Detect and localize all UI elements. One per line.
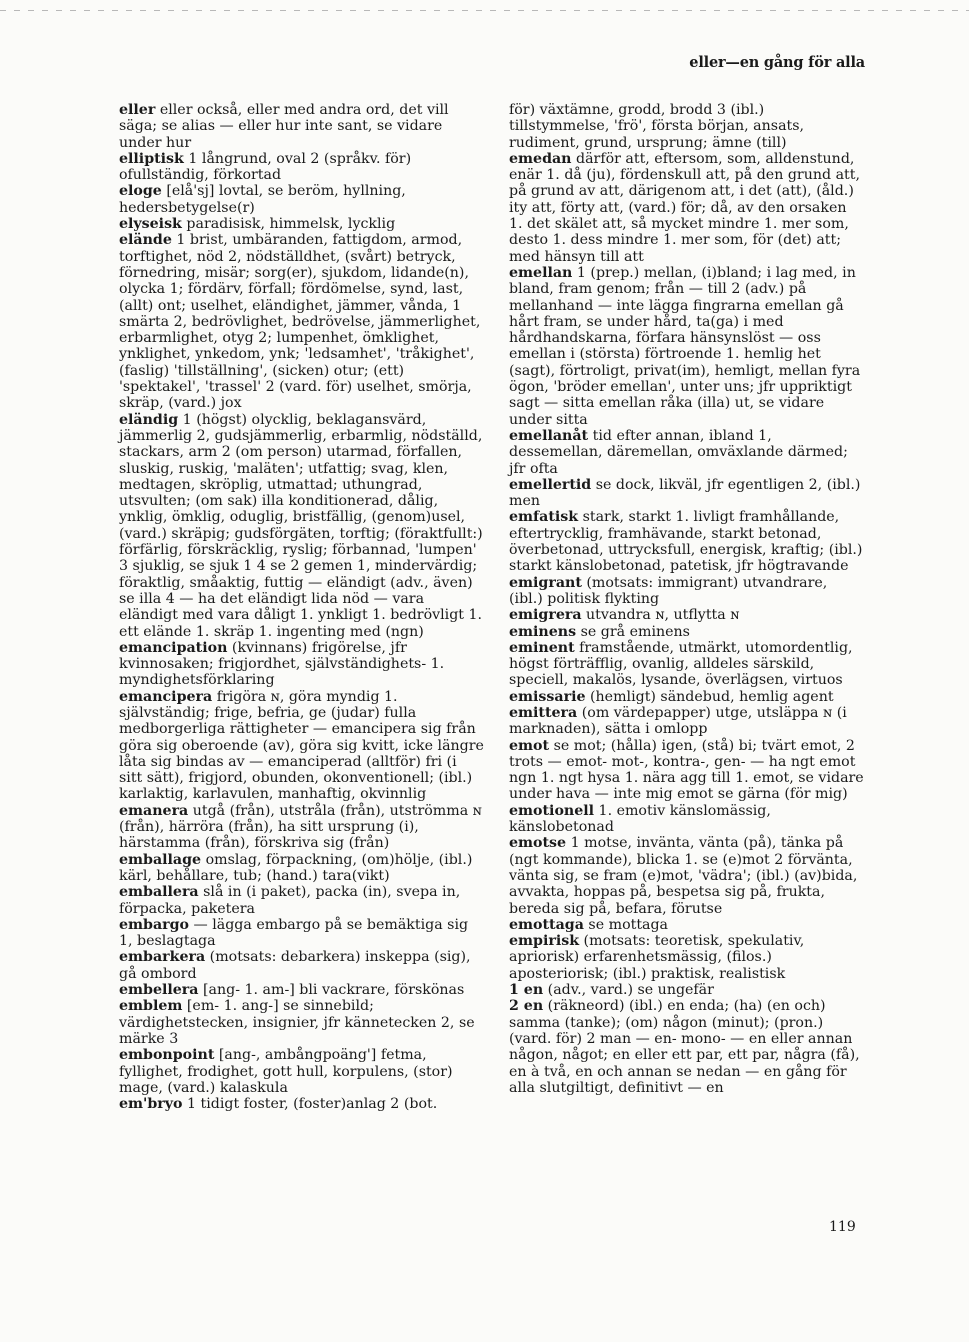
definition-text: se dock, likväl, jfr egentligen 2, (ibl.) men	[509, 476, 861, 510]
scan-edge-rule	[0, 10, 969, 11]
dictionary-entry	[119, 689, 484, 803]
definition-text: slå in (i paket), packa (in), svepa in, förpacka, paketera	[119, 884, 461, 917]
dictionary-entry	[119, 183, 484, 216]
dictionary-entry	[509, 509, 864, 574]
dictionary-entry	[119, 640, 484, 689]
definition-text: omslag, förpackning, (om)hölje, (ibl.) kärl, behållare, tub; (hand.) tara(vikt)	[119, 851, 473, 884]
dictionary-entry	[509, 640, 864, 689]
dictionary-entry	[119, 232, 484, 411]
headword: emellertid	[509, 476, 592, 493]
headword: embellera	[119, 982, 199, 999]
headword: elände	[119, 232, 172, 249]
headword: empirisk	[509, 933, 580, 950]
definition-text: (motsats: immigrant) utvandrare, (ibl.) politisk flykting	[509, 574, 828, 607]
headword: emigrera	[509, 607, 582, 624]
definition-text: eller också, eller med andra ord, det vill säga; se alias — eller hur inte sant, se vidare under hur	[119, 102, 449, 151]
definition-text: se grå eminens	[576, 623, 690, 640]
headword: emissarie	[509, 688, 586, 705]
dictionary-entry	[509, 705, 864, 738]
headword: emballera	[119, 884, 199, 901]
definition-text: 1 långrund, oval 2 (språkv. för) ofullständig, förkortad	[119, 150, 412, 184]
definition-text: för) växtämne, grodd, brodd 3 (ibl.) tillstymmelse, 'frö', första början, ansats, rudiment, grund, ursprung; ämne (till)	[509, 102, 805, 151]
headword: em'bryo	[119, 1096, 183, 1113]
definition-text: (om värdepapper) utge, utsläppa ɴ (i marknaden), sätta i omlopp	[509, 704, 847, 738]
running-head: eller—en gång för alla	[689, 54, 865, 71]
headword: 1 en	[509, 982, 544, 999]
definition-text: (motsats: debarkera) inskeppa (sig), gå ombord	[119, 949, 471, 982]
headword: emballage	[119, 851, 202, 868]
dictionary-entry	[509, 689, 864, 705]
dictionary-entry	[119, 982, 484, 998]
dictionary-entry	[119, 803, 484, 852]
definition-text: [em- 1. ang-] se sinnebild; värdighetstecken, insignier, jfr kännetecken 2, se märke 3	[119, 998, 475, 1047]
headword: emotse	[509, 835, 567, 852]
definition-text: [ang-, ambångpoäng'] fetma, fyllighet, frodighet, gott hull, korpulens, (stor) mage, (vard.) kalaskula	[119, 1047, 453, 1096]
definition-text: paradisisk, himmelsk, lycklig	[181, 216, 396, 233]
definition-text: tid efter annan, ibland 1, dessemellan, däremellan, omväxlande därmed; jfr ofta	[509, 427, 848, 477]
dictionary-entry	[119, 998, 484, 1047]
dictionary-entry	[119, 216, 484, 232]
dictionary-entry	[509, 933, 864, 982]
dictionary-entry	[119, 949, 484, 982]
dictionary-entry	[509, 477, 864, 510]
definition-text: därför att, eftersom, som, alldenstund, enär 1. då (ju), fördenskull att, på den grund att, på grund av att, därigenom att, i det (att), (åld.) ity att, förty att, (vard.) för; då, av den orsaken 1. det skälet att, så mycket mindre 1. mer som, desto 1. dess mindre 1. mer som, för (det) att; med hänsyn till att	[509, 150, 860, 265]
definition-text: (kvinnans) frigörelse, jfr kvinnosaken; frigjordhet, självständighets- 1. myndighetsförklaring	[119, 639, 445, 689]
definition-text: [ang- 1. am-] bli vackrare, förskönas	[198, 982, 465, 999]
dictionary-entry	[509, 982, 864, 998]
dictionary-entry	[119, 151, 484, 184]
page-number: 119	[829, 1219, 856, 1235]
definition-text: 1 tidigt foster, (foster)anlag 2 (bot.	[182, 1096, 438, 1113]
definition-text: [elå'sj] lovtal, se beröm, hyllning, hedersbetygelse(r)	[119, 183, 406, 216]
definition-text: se mot; (hålla) igen, (stå) bi; tvärt emot, 2 trots — emot- mot-, kontra-, gen- — ha ngt emot ngn 1. ngt hysa 1. nära agg till 1. emot, se vidare under hava — inte mig emot se gärna (för mig)	[509, 737, 864, 803]
headword: eminens	[509, 623, 577, 640]
definition-text: (hemligt) sändebud, hemlig agent	[585, 688, 834, 705]
definition-text: — lägga embargo på se bemäktiga sig 1, beslagtaga	[119, 916, 469, 950]
dictionary-entry	[509, 738, 864, 803]
dictionary-entry	[119, 917, 484, 950]
definition-text: utgå (från), utstråla (från), utströmma ɴ (från), härröra (från), ha sitt ursprung (i), härstamma (från), förskriva sig (från)	[119, 802, 482, 852]
definition-text: stark, starkt 1. livligt framhållande, eftertrycklig, framhävande, starkt betonad, överbetonad, uttrycksfull, energisk, kraftig; (ibl.) starkt känslobetonad, patetisk, jfr högtravande	[509, 509, 863, 575]
dictionary-entry	[509, 428, 864, 477]
headword: emblem	[119, 998, 183, 1015]
definition-text: se mottaga	[583, 916, 669, 933]
definition-text: 1 motse, invänta, vänta (på), tänka på (ngt kommande), blicka 1. se (e)mot 2 förvänta, vänta sig, se fram (e)mot, 'vädra'; (ibl.) (av)bida, avvakta, hoppas på, bespetsa sig på, frukta, bereda sig på, befara, förutse	[509, 835, 858, 917]
dictionary-entry	[119, 102, 484, 151]
left-column	[119, 102, 484, 1112]
headword: eloge	[119, 183, 162, 200]
headword: emellanåt	[509, 427, 589, 444]
definition-text: (adv., vard.) se ungefär	[543, 982, 714, 999]
definition-text: utvandra ɴ, utflytta ɴ	[581, 607, 740, 624]
headword: emellan	[509, 264, 573, 281]
headword: emottaga	[509, 916, 584, 933]
headword: emedan	[509, 150, 572, 167]
dictionary-entry	[119, 884, 484, 917]
headword: eländig	[119, 411, 179, 428]
definition-text: 1 (prep.) mellan, (i)bland; i lag med, in bland, fram genom; från — till 2 (adv.) på mellanhand — inte lägga fingrarna emellan gå hårt fram, se under hård, ta(ga) i med hårdhandskarna, förfara hänsynslöst — oss emellan i (största) förtroende 1. hemlig het (sagt), förtroligt, privat(im), hemligt, mellan fyra ögon, 'bröder emellan', unter uns; jfr uppriktigt sagt — sitta emellan råka (illa) ut, se vidare under sitta	[509, 264, 861, 428]
headword: 2 en	[509, 998, 544, 1015]
definition-text: frigöra ɴ, göra myndig 1. självständig; frige, befria, ge (judar) fulla medborgerliga rättigheter — emancipera sig från göra sig oberoende (av), göra sig kvitt, icke längre låta sig bindas av — emanciperad (alltför) fri (i sitt sätt), frigjord, obunden, okonventionell; (ibl.) karlaktig, karlavulen, manhaftig, okvinnlig	[119, 688, 484, 803]
dictionary-entry	[509, 998, 864, 1096]
headword: emancipation	[119, 639, 228, 656]
headword: elliptisk	[119, 150, 184, 167]
dictionary-entry	[509, 102, 864, 151]
headword: embargo	[119, 916, 190, 933]
definition-text: framstående, utmärkt, utomordentlig, högst förträfflig, ovanlig, alldeles särskild, speciell, makalös, lysande, överlägsen, virtuos	[509, 639, 853, 689]
definition-text: (räkneord) (ibl.) en enda; (ha) (en och) samma (tanke); (om) någon (minut); (pron.) (vard. för) 2 man — en- mono- — en eller annan någon, något; en eller ett par, ett par, några (få), en à två, en och annan se nedan — en gång för alla slutgiltigt, definitivt — en	[509, 998, 860, 1096]
headword: emancipera	[119, 688, 213, 705]
dictionary-entry	[119, 1096, 484, 1112]
dictionary-entry	[509, 575, 864, 608]
dictionary-entry	[509, 151, 864, 265]
headword: eminent	[509, 639, 575, 656]
dictionary-entry	[509, 624, 864, 640]
headword: elyseisk	[119, 216, 182, 233]
definition-text: 1 brist, umbäranden, fattigdom, armod, torftighet, nöd 2, nödställdhet, (svårt) betryck, förnedring, misär; sorg(er), sjukdom, lidande(n), olycka 1; fördärv, förfall; fördömelse, synd, last, (allt) ont; uselhet, eländighet, jämmer, vånda, 1 smärta 2, bedrövlighet, bedrövelse, jämmerlighet, erbarmlighet, otyg 2; lumpenhet, ömklighet, ynklighet, ynkedom, ynk; 'ledsamhet', 'tråkighet', (faslig) 'tillställning', (sicken) otur; (ett) 'spektakel', 'trassel' 2 (vard. för) uselhet, smörja, skräp, (vard.) jox	[119, 232, 481, 412]
right-column	[509, 102, 864, 1096]
dictionary-entry	[509, 265, 864, 428]
headword: embonpoint	[119, 1047, 215, 1064]
headword: emanera	[119, 802, 189, 819]
headword: emfatisk	[509, 509, 579, 526]
dictionary-entry	[119, 1047, 484, 1096]
dictionary-entry	[509, 835, 864, 916]
dictionary-entry	[509, 917, 864, 933]
headword: emittera	[509, 704, 578, 721]
dictionary-entry	[119, 852, 484, 885]
dictionary-entry	[119, 412, 484, 640]
definition-text: 1. emotiv känslomässig, känslobetonad	[509, 802, 771, 836]
headword: embarkera	[119, 949, 206, 966]
headword: eller	[119, 102, 156, 118]
headword: emigrant	[509, 574, 582, 591]
dictionary-entry	[509, 803, 864, 836]
dictionary-entry	[509, 607, 864, 623]
definition-text: (motsats: teoretisk, spekulativ, apriorisk) erfarenhetsmässig, (filos.) aposteriorisk; (ibl.) praktisk, realistisk	[509, 933, 805, 982]
definition-text: 1 (högst) olycklig, beklagansvärd, jämmerlig 2, gudsjämmerlig, erbarmlig, nödställd, stackars, arm 2 (om person) utarmad, förfallen, sluskig, ruskig, 'maläten'; utfattig; svag, klen, medtagen, skröplig, utmattad; uthungrad, utsvulten; (om sak) illa konditionerad, dålig, ynklig, ömklig, oduglig, bristfällig, (genom)usel, (vard.) skräpig; gudsförgäten, torftig; (föraktfullt:) förfärlig, förskräcklig, ryslig; förbannad, 'lumpen' 3 sjuklig, se sjuk 1 4 se 2 gemen 1, mindervärdig; föraktlig, småaktig, futtig — eländigt (adv., även) se illa 4 — ha det eländigt lida nöd — vara eländigt med vara dåligt 1. ynkligt 1. bedrövligt 1. ett elände 1. skräp 1. ingenting med (ngn)	[119, 411, 483, 640]
headword: emot	[509, 737, 550, 754]
headword: emotionell	[509, 802, 595, 819]
